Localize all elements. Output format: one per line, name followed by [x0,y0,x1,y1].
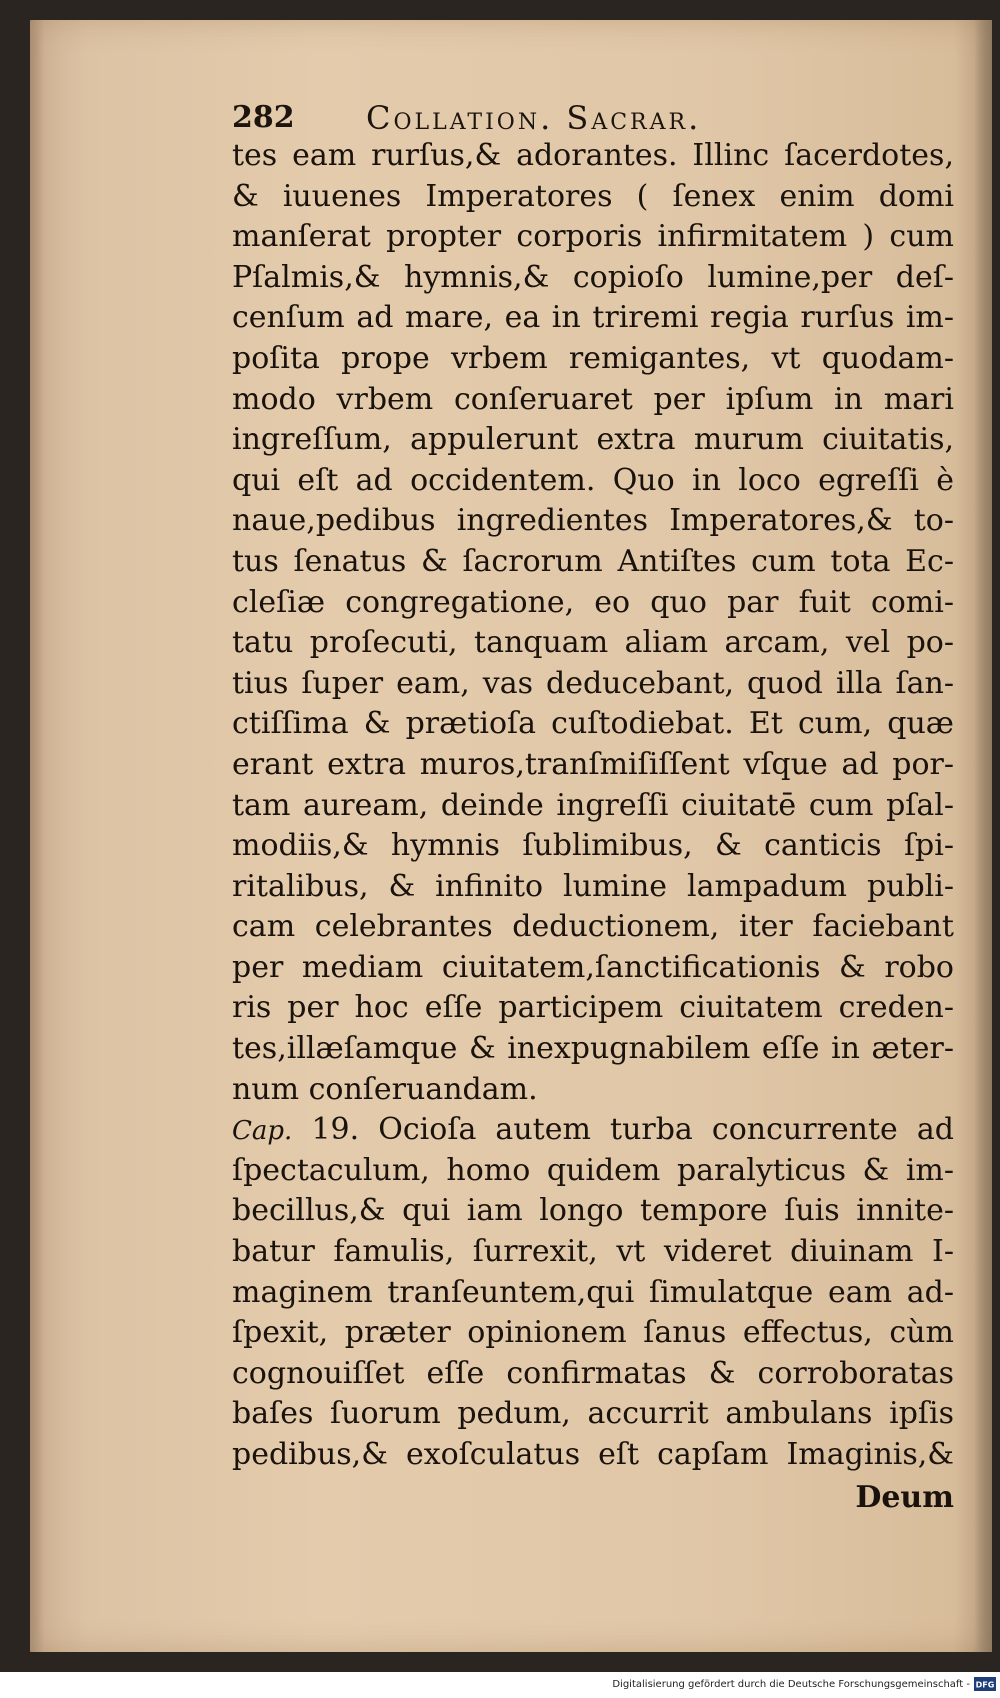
text-line: batur famulis, ſurrexit, vt videret diuinam I- [232,1234,954,1270]
dfg-logo-icon [974,1677,996,1691]
page-gutter-shadow [30,20,44,1652]
footer-strip [0,1672,1000,1698]
text-line: cognouiſſet eſſe confirmatas & corroboratas [232,1355,954,1391]
chapter-first-line: Ocioſa autem turba concurrente ad [378,1112,955,1148]
text-line: per mediam ciuitatem,ſanctificationis & robo [232,949,954,985]
text-line: tus ſenatus & ſacrorum Antiſtes cum tota Ec- [232,543,954,579]
text-line: ctiſſima & prætioſa cuſtodiebat. Et cum, quæ [232,706,954,742]
text-line: ingreſſum, appulerunt extra murum ciuitatis, [232,422,954,458]
text-line: modo vrbem conſeruaret per ipſum in mari [232,381,954,417]
text-line: maginem tranſeuntem,qui ſimulatque eam ad- [232,1274,954,1310]
dfg-logo-label: DFG [975,1680,995,1690]
text-line: & iuuenes Imperatores ( ſenex enim domi [232,178,954,214]
catchword: Deum [855,1480,954,1515]
text-line: ſpexit, præter opinionem ſanus effectus, cùm [232,1315,954,1351]
text-line: baſes ſuorum pedum, accurrit ambulans ipſis [232,1396,954,1432]
running-title: Collation. Sacrar. [366,99,702,137]
text-line: becillus,& qui iam longo tempore ſuis innite- [232,1193,954,1229]
text-line: tes eam rurſus,& adorantes. Illinc ſacerdotes, [232,138,954,173]
text-line: tam auream, deinde ingreſſi ciuitatē cum pſal- [232,787,954,823]
chapter-marker: Cap. [232,1116,293,1147]
text-line: Pſalmis,& hymnis,& copioſo lumine,per deſ- [232,259,954,295]
text-line: cam celebrantes deductionem, iter faciebant [232,909,954,945]
text-line: erant extra muros,tranſmiſiſſent vſque ad por- [232,746,954,782]
funding-notice: Digitalisierung gefördert durch die Deutsche Forschungsgemeinschaft - [612,1679,970,1690]
text-line: modiis,& hymnis ſublimibus, & canticis ſpi- [232,828,954,864]
text-line-last: num conſeruandam. [232,1071,538,1107]
text-line: ris per hoc eſſe participem ciuitatem creden- [232,990,954,1026]
text-line: tatu proſecuti, tanquam aliam arcam, vel po- [232,625,954,661]
page-number: 282 [232,100,295,135]
text-block [232,136,954,1476]
text-line: poſita prope vrbem remigantes, vt quodam- [232,340,954,376]
text-line: ritalibus, & infinito lumine lampadum publi- [232,868,954,904]
chapter-number: 19. [311,1112,360,1148]
text-line: manſerat propter corporis infirmitatem ) cum [232,219,954,255]
text-line: qui eſt ad occidentem. Quo in loco egreſſi è [232,462,954,498]
text-line: naue,pedibus ingredientes Imperatores,& to- [232,503,954,539]
text-line: tes,illæſamque & inexpugnabilem eſſe in æter- [232,1031,954,1067]
text-line: tius ſuper eam, vas deducebant, quod illa ſan- [232,665,954,701]
text-line: cleſiæ congregatione, eo quo par fuit comi- [232,584,954,620]
text-line: cenſum ad mare, ea in triremi regia rurſus im- [232,300,954,336]
page-edge-shadow [974,20,992,1652]
text-line: pedibus,& exoſculatus eſt capſam Imaginis,& [232,1437,954,1472]
chapter-opening-line [232,1110,954,1151]
text-line: ſpectaculum, homo quidem paralyticus & im- [232,1152,954,1188]
